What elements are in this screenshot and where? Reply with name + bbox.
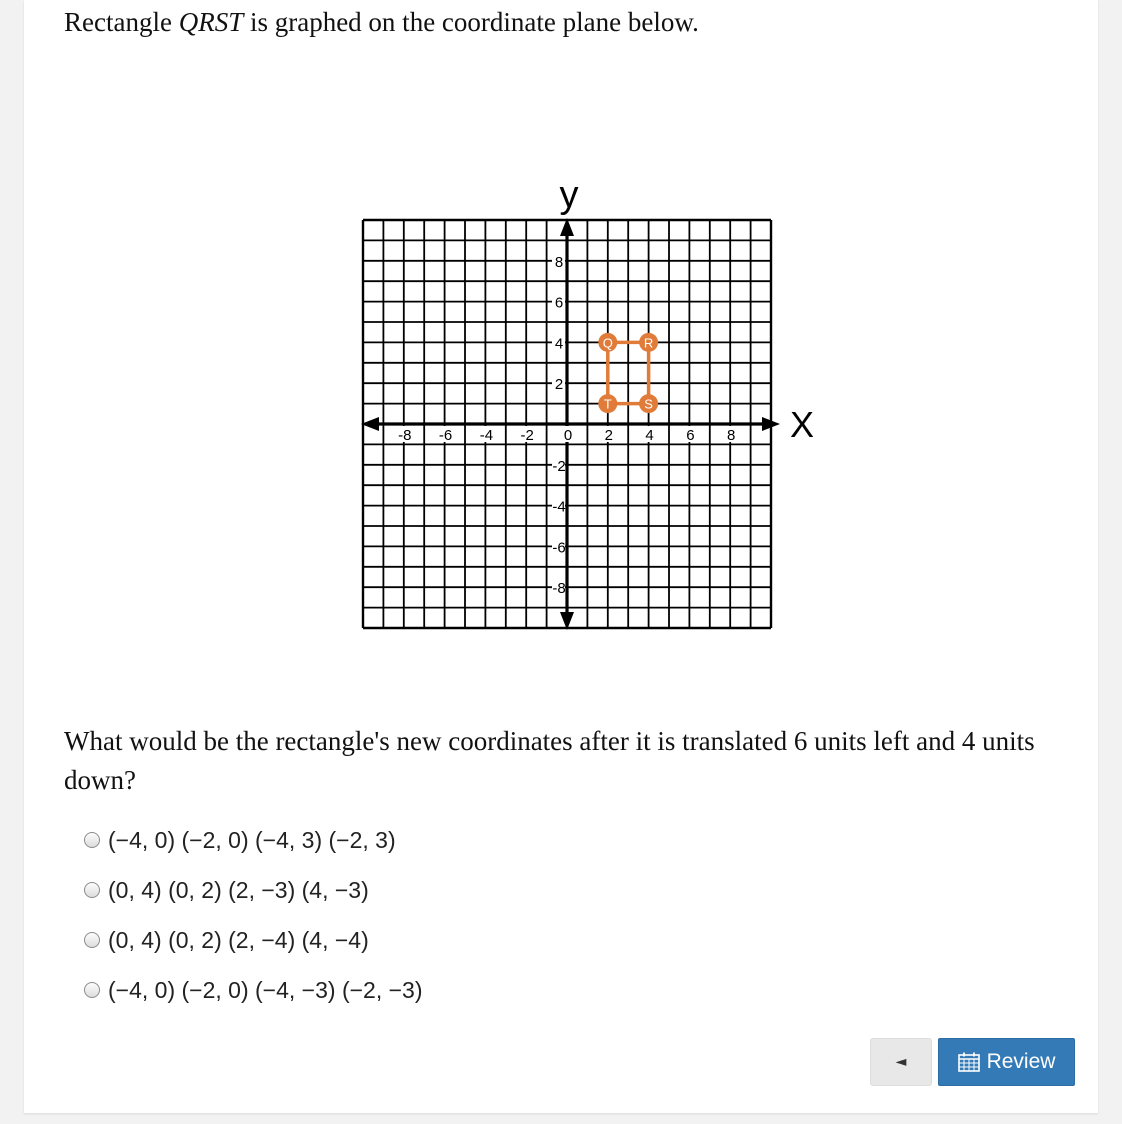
- x-tick-label: 4: [645, 427, 654, 444]
- calendar-icon: [958, 1052, 980, 1072]
- y-tick-label: -8: [552, 580, 566, 598]
- radio-button[interactable]: [84, 932, 100, 948]
- question-card: [24, 0, 1098, 1113]
- option-label: (−4, 0) (−2, 0) (−4, −3) (−2, −3): [108, 976, 423, 1003]
- radio-button[interactable]: [84, 882, 100, 898]
- question-text: What would be the rectangle's new coordinates after it is translated 6 units left and 4 units down?: [64, 726, 1035, 795]
- answer-option-2[interactable]: [84, 865, 423, 915]
- answer-option-1[interactable]: [84, 815, 423, 865]
- review-label: Review: [986, 1050, 1056, 1073]
- intro-text: Rectangle QRST is graphed on the coordinate plane below.: [64, 7, 699, 37]
- option-label: (−4, 0) (−2, 0) (−4, 3) (−2, 3): [108, 826, 396, 853]
- option-label: (0, 4) (0, 2) (2, −4) (4, −4): [108, 926, 369, 953]
- y-tick-label: 8: [554, 253, 564, 271]
- y-tick-label: 6: [554, 294, 564, 312]
- x-tick-label: -4: [479, 427, 494, 444]
- vertex-label: R: [643, 335, 654, 351]
- y-tick-label: -4: [552, 498, 566, 516]
- back-arrow-icon: ◄: [895, 1054, 907, 1070]
- answer-options: [84, 815, 423, 1015]
- y-axis-label: y: [559, 174, 579, 216]
- radio-button[interactable]: [84, 832, 100, 848]
- x-axis-label: X: [789, 404, 815, 445]
- x-tick-label: 6: [686, 427, 695, 444]
- review-button[interactable]: [938, 1038, 1075, 1086]
- x-tick-label: -6: [438, 427, 453, 444]
- x-tick-label: 2: [604, 427, 613, 444]
- answer-option-3[interactable]: [84, 915, 423, 965]
- coordinate-plane-svg: [340, 174, 815, 667]
- vertex-label: Q: [602, 335, 613, 351]
- shape-name: QRST: [178, 7, 244, 37]
- coordinate-plane: [340, 174, 815, 672]
- y-tick-label: -2: [552, 457, 566, 475]
- answer-option-4[interactable]: [84, 965, 423, 1015]
- option-label: (0, 4) (0, 2) (2, −3) (4, −3): [108, 876, 369, 903]
- y-tick-label: 2: [554, 376, 564, 394]
- y-tick-label: 4: [554, 335, 564, 353]
- vertex-label: T: [603, 396, 612, 412]
- back-button[interactable]: [870, 1038, 932, 1086]
- x-tick-label: -2: [520, 427, 534, 444]
- y-tick-label: -6: [552, 539, 566, 557]
- radio-button[interactable]: [84, 982, 100, 998]
- vertex-label: S: [644, 396, 653, 412]
- x-tick-label: -8: [398, 427, 412, 444]
- x-tick-label: 8: [727, 427, 736, 444]
- x-tick-label: 0: [563, 427, 573, 444]
